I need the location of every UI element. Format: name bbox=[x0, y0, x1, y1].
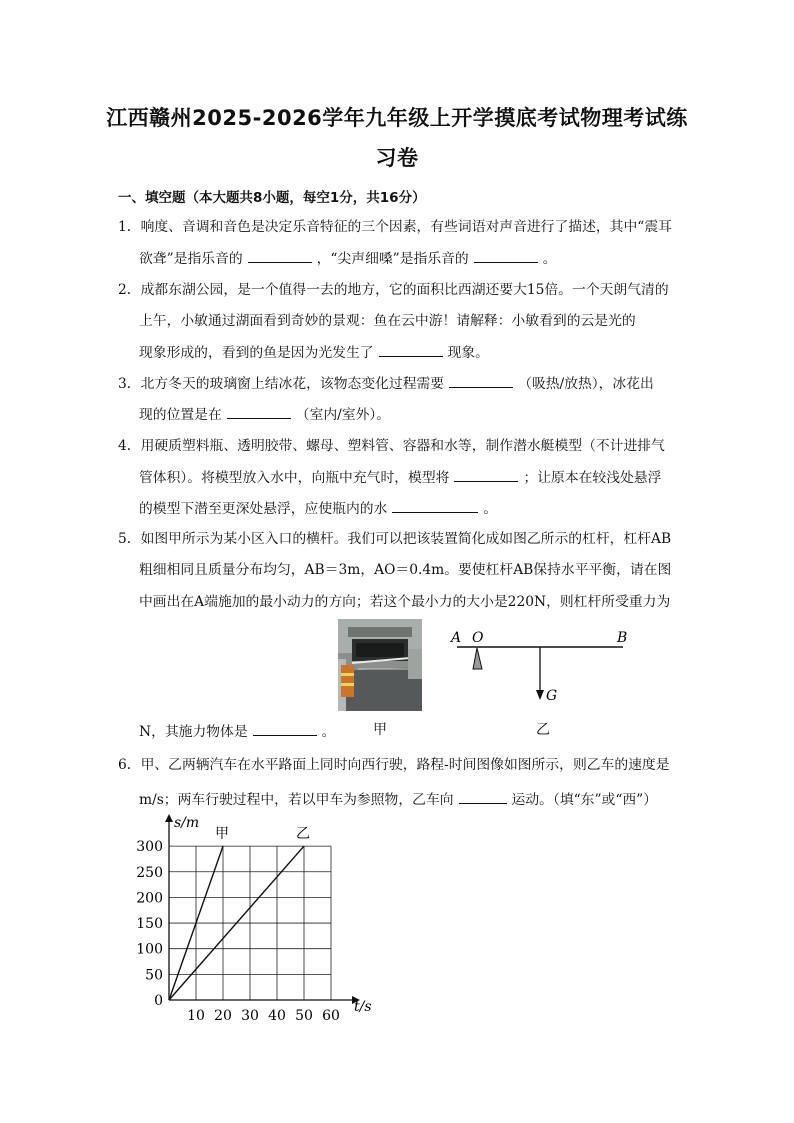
q4-line2 bbox=[139, 468, 661, 487]
label-a: A bbox=[451, 630, 462, 646]
q3-text-d: （室内/室外）。 bbox=[295, 407, 391, 423]
x-tick-label: 40 bbox=[268, 1008, 286, 1023]
q5-text-a: N，其施力物体是 bbox=[139, 724, 248, 740]
caption-jia: 甲 bbox=[373, 722, 387, 738]
q6-text-a: m/s；两车行驶过程中，若以甲车为参照物，乙车向 bbox=[139, 792, 454, 808]
q3-blank-1[interactable] bbox=[449, 374, 513, 388]
q6-line1: 6．甲、乙两辆汽车在水平路面上同时向西行驶，路程-时间图像如图所示，则乙车的速度是 bbox=[118, 757, 670, 773]
gravity-arrowhead bbox=[536, 690, 544, 700]
y-tick-label: 200 bbox=[136, 890, 163, 907]
page-title: 江西赣州2025-2026学年九年级上开学摸底考试物理考试练 bbox=[106, 106, 688, 130]
q5-blank-2[interactable] bbox=[253, 722, 317, 736]
q4-text-d: 。 bbox=[483, 501, 498, 517]
q4-text-b: ；让原本在较浅处悬浮 bbox=[523, 470, 662, 486]
q4-blank-1[interactable] bbox=[454, 468, 518, 482]
series-label-2: 乙 bbox=[296, 826, 310, 843]
page-title-line2: 习卷 bbox=[375, 146, 419, 170]
q1-text-c: 。 bbox=[542, 251, 557, 267]
q3-line2 bbox=[139, 405, 390, 424]
q2-blank-1[interactable] bbox=[379, 343, 443, 357]
q6-text-b: 运动。（填“东”或“西”） bbox=[511, 792, 658, 808]
barrier-photo bbox=[338, 619, 422, 711]
q1-blank-2[interactable] bbox=[474, 249, 538, 263]
q3-text-c: 现的位置是在 bbox=[139, 407, 222, 423]
q2-text-b: 现象。 bbox=[447, 345, 489, 361]
y-axis-label: s/m bbox=[174, 815, 200, 831]
q4-line1: 4．用硬质塑料瓶、透明胶带、螺母、塑料管、容器和水等，制作潜水艇模型（不计进排气 bbox=[118, 438, 665, 454]
y-tick-label: 0 bbox=[154, 993, 163, 1009]
q4-text-c: 的模型下潜至更深处悬浮，应使瓶内的水 bbox=[139, 501, 388, 517]
q4-line3 bbox=[139, 499, 497, 518]
q3-blank-2[interactable] bbox=[227, 405, 291, 419]
q5-line1: 5．如图甲所示为某小区入口的横杆。我们可以把该装置简化成如图乙所示的杠杆，杠杆AB bbox=[118, 531, 672, 547]
caption-yi: 乙 bbox=[536, 722, 550, 738]
label-o: O bbox=[472, 630, 484, 646]
q6-line2 bbox=[139, 790, 657, 809]
q4-text-a: 管体积）。将模型放入水中，向瓶中充气时，模型将 bbox=[139, 470, 450, 486]
q5-line2: 粗细相同且质量分布均匀，AB＝3m，AO＝0.4m。要使杠杆AB保持水平平衡，请在图 bbox=[139, 562, 672, 578]
q6-blank-1[interactable] bbox=[459, 790, 507, 804]
q3-text-b: （吸热/放热），冰花出 bbox=[518, 376, 654, 392]
q2-line2: 上午，小敏通过湖面看到奇妙的景观：鱼在云中游！请解释：小敏看到的云是光的 bbox=[139, 313, 636, 329]
x-tick-label: 30 bbox=[241, 1008, 259, 1023]
q4-blank-2[interactable] bbox=[392, 499, 478, 513]
q3-line1 bbox=[118, 374, 654, 393]
q1-line1: 1．响度、音调和音色是决定乐音特征的三个因素，有些词语对声音进行了描述，其中“震耳 bbox=[118, 219, 672, 235]
q5-text-b: 。 bbox=[321, 724, 336, 740]
x-tick-label: 10 bbox=[187, 1008, 205, 1023]
series-label-1: 甲 bbox=[215, 826, 229, 843]
y-tick-label: 250 bbox=[136, 864, 163, 881]
distance-time-chart bbox=[130, 808, 390, 1023]
y-tick-label: 300 bbox=[136, 839, 163, 856]
q2-line3 bbox=[139, 343, 489, 362]
q1-line2 bbox=[139, 249, 557, 268]
q2-text-a: 现象形成的，看到的鱼是因为光发生了 bbox=[139, 345, 374, 361]
lever-diagram bbox=[445, 624, 635, 709]
y-tick-label: 150 bbox=[136, 916, 163, 933]
x-tick-label: 50 bbox=[295, 1008, 313, 1023]
q2-line1: 2．成都东湖公园，是一个值得一去的地方，它的面积比西湖还要大15倍。一个天朗气清的 bbox=[118, 282, 669, 298]
x-tick-label: 20 bbox=[214, 1008, 232, 1023]
q5-line4 bbox=[139, 722, 335, 741]
q5-line3: 中画出在A端施加的最小动力的方向；若这个最小力的大小是220N，则杠杆所受重力为 bbox=[139, 594, 671, 610]
q3-text-a: 3．北方冬天的玻璃窗上结冰花，该物态变化过程需要 bbox=[118, 376, 445, 392]
y-tick-label: 100 bbox=[136, 941, 163, 958]
section-heading: 一、填空题（本大题共8小题，每空1分，共16分） bbox=[118, 190, 426, 206]
q1-blank-1[interactable] bbox=[248, 249, 312, 263]
x-tick-label: 60 bbox=[322, 1008, 340, 1023]
y-tick-label: 50 bbox=[145, 967, 163, 984]
x-axis-label: t/s bbox=[354, 999, 372, 1015]
label-g: G bbox=[546, 688, 558, 704]
q1-text-a: 欲聋”是指乐音的 bbox=[139, 251, 243, 267]
q1-text-b: ，“尖声细嗓”是指乐音的 bbox=[316, 251, 469, 267]
fulcrum-triangle bbox=[473, 648, 482, 669]
label-b: B bbox=[617, 630, 628, 646]
y-axis-arrow bbox=[165, 814, 173, 822]
